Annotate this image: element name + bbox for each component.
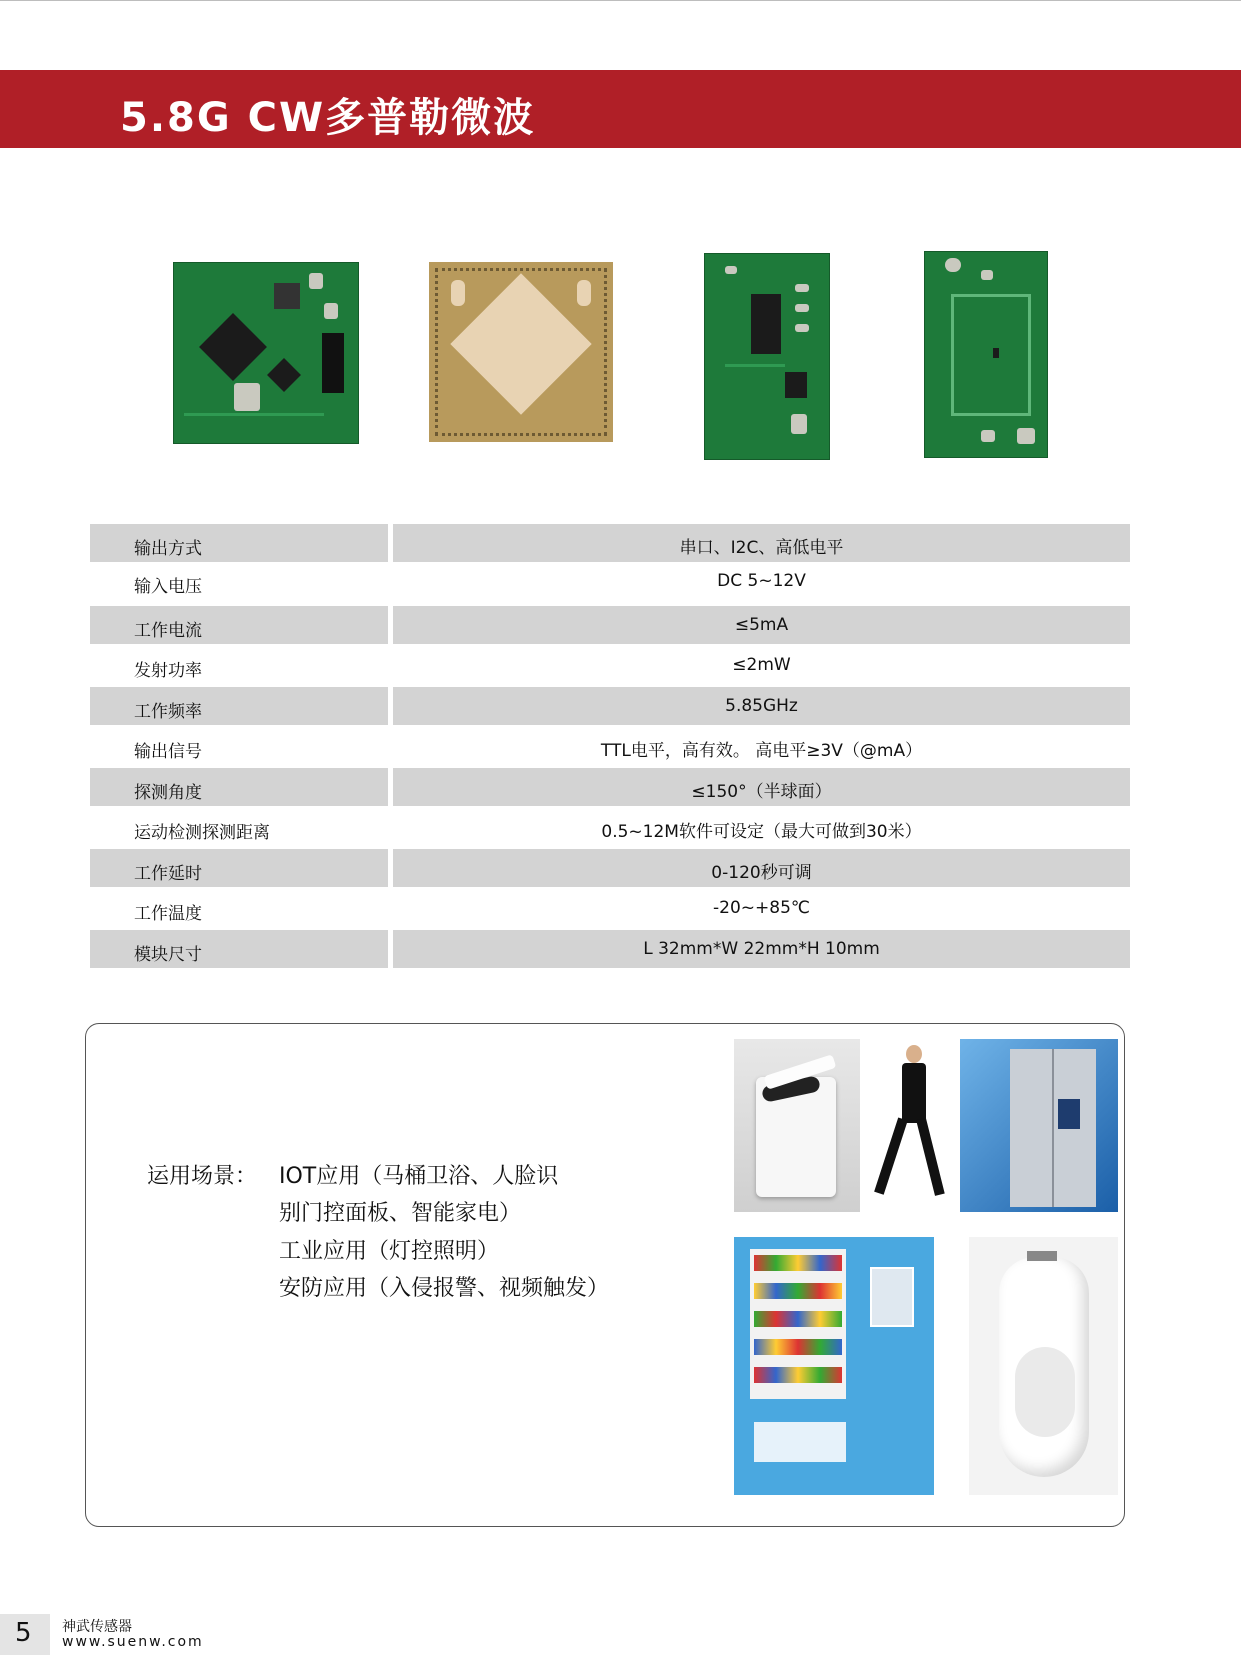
page-title: 5.8G CW多普勒微波 — [120, 95, 536, 141]
spec-value: 串口、I2C、高低电平 — [679, 538, 844, 558]
application-line: 安防应用（入侵报警、视频触发） — [279, 1276, 610, 1301]
spec-row — [90, 849, 1130, 887]
pcb-front-board-image — [173, 262, 359, 444]
spec-label: 工作温度 — [134, 904, 202, 924]
spec-label: 输出信号 — [134, 742, 202, 762]
spec-label: 工作频率 — [134, 702, 202, 722]
spec-label: 发射功率 — [134, 661, 202, 681]
spec-label: 输出方式 — [134, 539, 202, 559]
spec-value: 0.5~12M软件可设定（最大可做到30米） — [601, 822, 922, 842]
application-line: IOT应用（马桶卫浴、人脸识 — [279, 1164, 559, 1189]
application-label: 运用场景： — [147, 1164, 258, 1189]
spec-value: ≤5mA — [734, 615, 789, 635]
spec-label: 探测角度 — [134, 783, 202, 803]
application-line: 别门控面板、智能家电） — [279, 1201, 522, 1226]
application-line: 工业应用（灯控照明） — [279, 1239, 500, 1264]
title-banner — [0, 70, 1241, 148]
spec-value: DC 5~12V — [717, 571, 806, 591]
spec-row — [90, 727, 1130, 765]
spec-label: 运动检测探测距离 — [134, 823, 270, 843]
application-panel — [85, 1023, 1125, 1527]
pcb-ic-board-image — [704, 253, 830, 460]
spec-value: ≤150°（半球面） — [691, 782, 832, 802]
spec-value: -20~+85℃ — [713, 898, 810, 918]
spec-value: 5.85GHz — [725, 696, 798, 716]
company-name: 神武传感器 — [62, 1619, 132, 1635]
spec-row — [90, 768, 1130, 806]
spec-row — [90, 646, 1130, 684]
spec-label: 工作电流 — [134, 621, 202, 641]
antenna-patch-board-image — [429, 262, 613, 442]
spec-label: 工作延时 — [134, 864, 202, 884]
smart-bin-image — [734, 1039, 860, 1212]
spec-row — [90, 562, 1130, 600]
spec-value: ≤2mW — [732, 655, 791, 675]
vending-machine-image — [734, 1237, 934, 1495]
spec-row — [90, 930, 1130, 968]
spec-row — [90, 687, 1130, 725]
spec-value: L 32mm*W 22mm*H 10mm — [643, 939, 880, 959]
page-number: 5 — [15, 1618, 32, 1648]
smart-fridge-image — [960, 1039, 1118, 1212]
spec-row — [90, 606, 1130, 644]
urinal-image — [969, 1237, 1118, 1495]
company-url: www.suenw.com — [62, 1634, 204, 1650]
walking-person-image — [866, 1039, 962, 1212]
spec-row — [90, 889, 1130, 927]
spec-value: 0-120秒可调 — [711, 863, 812, 883]
spec-label: 模块尺寸 — [134, 945, 202, 965]
spec-row — [90, 524, 1130, 562]
pcb-back-board-image — [924, 251, 1048, 458]
spec-row — [90, 808, 1130, 846]
page-number-box — [0, 1614, 50, 1655]
spec-value: TTL电平，高有效。 高电平≥3V（@mA） — [600, 741, 923, 761]
top-border-line — [0, 0, 1241, 1]
spec-label: 输入电压 — [134, 577, 202, 597]
